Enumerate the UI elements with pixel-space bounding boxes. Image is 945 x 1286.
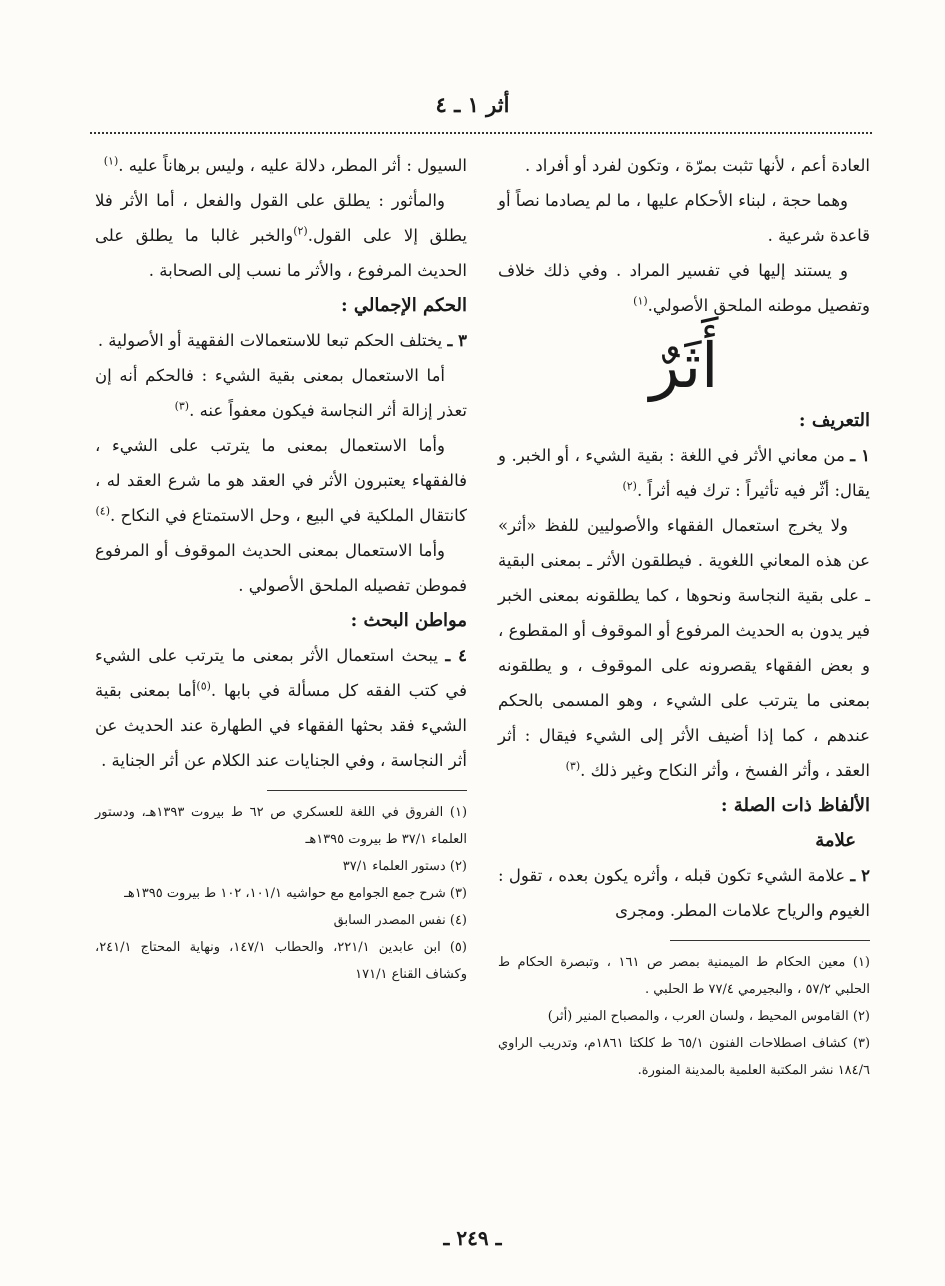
- paragraph-number: ١ ـ: [850, 446, 870, 465]
- paragraph-text: ولا يخرج استعمال الفقهاء والأصوليين للفظ «أثر» عن هذه المعاني اللغوية . فيطلقون الأثر ـ بمعنى البقية ـ على بقية النجاسة ونحوها ، كما يطلقونه بمعنى الخبر فير يدون به الحديث المرفوع أو الموقوف أو المقطوع ، و بعض الفقهاء يقصرونه على الموقوف ، و يطلقونه بمعنى ما يترتب على الشيء ، وهو المسمى بالحكم عندهم ، كما إذا أضيف الأثر إلى الشيء فيقال : أثر العقد ، وأثر الفسخ ، وأثر النكاح وغير ذلك .: [498, 516, 870, 780]
- paragraph: وأما الاستعمال بمعنى الحديث الموقوف أو المرفوع فموطن تفصيله الملحق الأصولي .: [95, 541, 467, 595]
- paragraph-text: السيول : أثر المطر، دلالة عليه ، وليس برهاناً عليه .: [118, 156, 467, 175]
- footnote-ref: (٣): [565, 759, 581, 773]
- footnote-ref: (٣): [174, 399, 190, 413]
- paragraph-text: علامة الشيء تكون قبله ، وأثره يكون بعده ، تقول : الغيوم والرياح علامات المطر. ومجرى: [498, 866, 870, 920]
- paragraph: وهما حجة ، لبناء الأحكام عليها ، ما لم يصادما نصاً أو قاعدة شرعية .: [497, 191, 870, 245]
- footnote: (٢) القاموس المحيط ، ولسان العرب ، والمصباح المنير (أثر): [547, 1009, 870, 1024]
- footnote: (١) معين الحكام ط الميمنية بمصر ص ١٦١ ، وتبصرة الحكام ط الحلبي ٥٧/٢ ، والبجيرمي ٧٧/٤ ط الحلبي .: [498, 955, 870, 997]
- paragraph-number: ٣ ـ: [447, 331, 467, 350]
- footnote-ref: (٤): [95, 504, 110, 518]
- section-heading: التعريف :: [798, 410, 870, 431]
- paragraph: [95, 323, 467, 358]
- paragraph-text: يختلف الحكم تبعا للاستعمالات الفقهية أو الأصولية .: [97, 331, 443, 350]
- footnote-ref: (٢): [293, 224, 308, 238]
- paragraph-number: ٢ ـ: [850, 866, 870, 885]
- footnote: (١) الفروق في اللغة للعسكري ص ٦٢ ط بيروت ١٣٩٣هـ، ودستور العلماء ٣٧/١ ط بيروت ١٣٩٥هـ: [95, 805, 468, 847]
- page-number: ـ ٢٤٩ ـ: [443, 1226, 502, 1250]
- paragraph: [95, 183, 467, 288]
- footnote-rule: [670, 940, 870, 941]
- paragraph-text: أما الاستعمال بمعنى بقية الشيء : فالحكم أنه إن تعذر إزالة أثر النجاسة فيكون معفواً عنه .: [95, 366, 467, 420]
- sub-heading: علامة: [815, 830, 856, 851]
- footnote: (٣) كشاف اصطلاحات الفنون ٦٥/١ ط كلكتا ١٨٦١م، وتدريب الراوي ١٨٤/٦ نشر المكتبة العلمية بالمدينة المنورة.: [498, 1036, 871, 1078]
- footnotes: [95, 799, 467, 988]
- footnote: (٤) نفس المصدر السابق: [333, 913, 467, 928]
- paragraph-text: والمأثور : يطلق على القول والفعل ، أما الأثر فلا يطلق إلا على القول.: [95, 191, 467, 245]
- paragraph: [498, 438, 870, 508]
- paragraph: [498, 508, 870, 788]
- entry-headword: أَثَرٌ: [649, 329, 719, 402]
- footnote-ref: (٢): [622, 479, 637, 493]
- paragraph-number: ٤ ـ: [445, 646, 467, 665]
- paragraph-text: من معاني الأثر في اللغة : بقية الشيء ، أو الخبر. و يقال: أثّر فيه تأثيراً : ترك فيه أثراً .: [498, 446, 870, 500]
- footnote: (٣) شرح جمع الجوامع مع حواشيه ١٠١/١، ١٠٢ ط بيروت ١٣٩٥هـ: [124, 886, 467, 901]
- header-rule: [90, 132, 872, 134]
- paragraph: [498, 253, 870, 323]
- paragraph: [95, 638, 467, 778]
- footnote-rule: [267, 790, 467, 791]
- section-heading: الألفاظ ذات الصلة :: [720, 795, 870, 816]
- paragraph-text: وأما الاستعمال بمعنى ما يترتب على الشيء ، فالفقهاء يعتبرون الأثر في العقد هو ما شرع العقد له ، كانتقال الملكية في البيع ، وحل الاستمتاع في النكاح .: [95, 436, 467, 525]
- running-header: أثر ١ ـ ٤: [435, 92, 510, 117]
- right-column: [498, 148, 870, 1084]
- section-heading: الحكم الإجمالي :: [341, 295, 467, 316]
- paragraph-text: والخبر غالبا ما يطلق على الحديث المرفوع ، والأثر ما نسب إلى الصحابة .: [95, 226, 467, 280]
- footnotes: [498, 949, 870, 1084]
- paragraph: [95, 428, 467, 533]
- footnote-ref: (١): [103, 154, 119, 168]
- paragraph-text: و يستند إليها في تفسير المراد . وفي ذلك خلاف وتفصيل موطنه الملحق الأصولي.: [498, 261, 870, 315]
- paragraph: [498, 858, 870, 928]
- section-heading: مواطن البحث :: [350, 610, 467, 631]
- left-column: [95, 148, 467, 988]
- paragraph-text: يبحث استعمال الأثر بمعنى ما يترتب على الشيء في كتب الفقه كل مسألة في بابها .: [95, 646, 467, 700]
- footnote-ref: (١): [633, 294, 648, 308]
- paragraph: العادة أعم ، لأنها تثبت بمرّة ، وتكون لفرد أو أفراد .: [524, 156, 870, 175]
- paragraph: [95, 148, 467, 183]
- footnote: (٢) دستور العلماء ٣٧/١: [342, 859, 467, 874]
- paragraph-text: أما بمعنى بقية الشيء فقد بحثها الفقهاء في الطهارة عند الحديث عن أثر النجاسة ، وفي الجنايات عند الكلام عن أثر الجناية .: [95, 681, 467, 770]
- footnote: (٥) ابن عابدين ٢٢١/١، والحطاب ١٤٧/١، ونهاية المحتاج ٢٤١/١، وكشاف القناع ١٧١/١: [95, 940, 467, 982]
- footnote-ref: (٥): [196, 679, 211, 693]
- paragraph: [95, 358, 467, 428]
